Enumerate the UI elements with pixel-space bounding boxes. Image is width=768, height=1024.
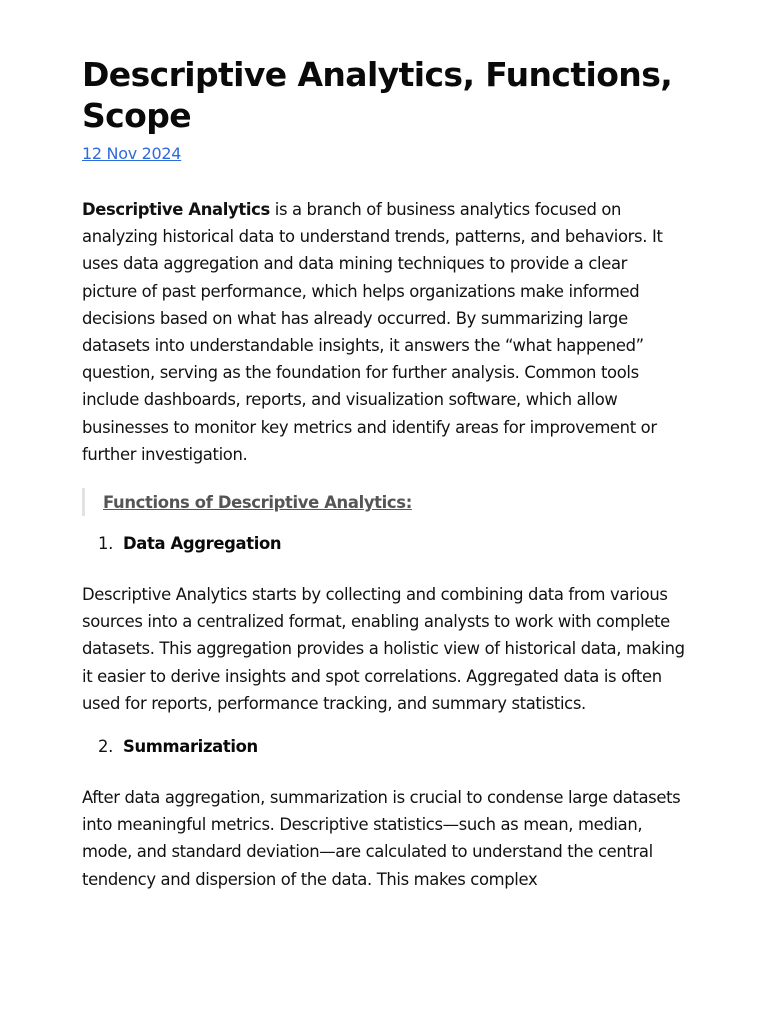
intro-paragraph — [82, 196, 686, 468]
article-date-link[interactable]: 12 Nov 2024 — [82, 144, 182, 163]
intro-text: is a branch of business analytics focused on analyzing historical data to understand trends, patterns, and behaviors. It uses data aggregation and data mining techniques to provide a clear picture of past performance, which helps organizations make informed decisions based on what has already occurred. By summarizing large datasets into understandable insights, it answers the “what happened” question, serving as the foundation for further analysis. Common tools include dashboards, reports, and visualization software, which allow businesses to monitor key metrics and identify areas for improvement or further investigation. — [82, 200, 663, 464]
summarization-paragraph: After data aggregation, summarization is crucial to condense large datasets into meaningful metrics. Descriptive statistics—such as mean, median, mode, and standard deviation—are calculated to understand the central tendency and dispersion of the data. This makes complex — [82, 788, 681, 889]
intro-term: Descriptive Analytics — [82, 200, 270, 219]
list-item-label: Summarization — [123, 737, 258, 757]
list-item-data-aggregation — [98, 534, 686, 561]
data-aggregation-paragraph: Descriptive Analytics starts by collecting and combining data from various sources into a centralized format, enabling analysts to work with complete datasets. This aggregation provides a holistic view of historical data, making it easier to derive insights and spot correlations. Aggregated data is often used for reports, performance tracking, and summary statistics. — [82, 585, 685, 713]
list-item-number: 1. — [98, 534, 113, 554]
article-title: Descriptive Analytics, Functions, Scope — [82, 55, 673, 135]
list-item-number: 2. — [98, 737, 113, 757]
section-heading-blockquote — [82, 488, 686, 516]
functions-heading-link[interactable]: Functions of Descriptive Analytics: — [103, 492, 412, 512]
list-item-summarization — [98, 737, 686, 764]
list-item-label: Data Aggregation — [123, 534, 282, 554]
